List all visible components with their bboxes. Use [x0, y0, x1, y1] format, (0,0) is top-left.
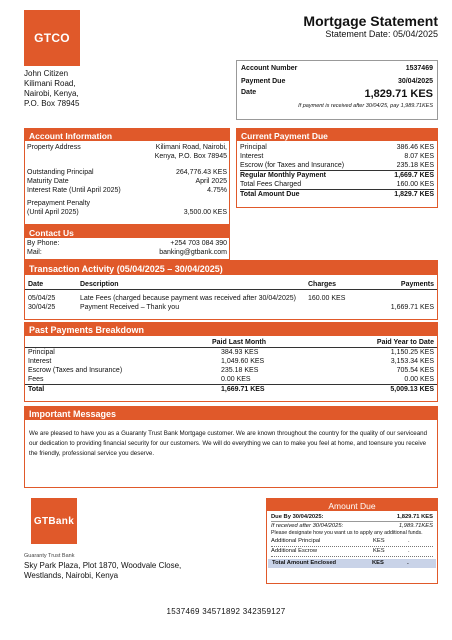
account-number: 1537469	[405, 65, 433, 72]
account-information-header: Account Information	[25, 129, 229, 141]
customer-address: John Citizen Kilimani Road, Nairobi, Kenya, P.O. Box 78945	[24, 69, 80, 108]
important-messages-header: Important Messages	[25, 407, 437, 420]
contact-us-header: Contact Us	[25, 226, 229, 238]
summary-box: Account Number 1537469 Payment Due 30/04/2025 Date 1,829.71 KES If payment is received after 30/04/25, pay 1,989.71KES	[236, 60, 438, 120]
past-payments-header: Past Payments Breakdown	[25, 323, 437, 336]
page-title: Mortgage Statement	[303, 13, 438, 29]
table-row: 30/04/25 Payment Received – Thank you 1,669.71 KES	[28, 303, 434, 311]
current-payment-due: Current Payment Due Principal 386.46 KES Interest 8.07 KES Escrow (for Taxes and Insurance) 235.18 KES Regular Monthly Payment 1,669.7 KES Total Fees Charged 160.00 KES Total Amount Due 1,829.7 KES	[236, 128, 438, 208]
amount-due: 1,829.71 KES	[364, 88, 433, 100]
logo-text: GTCO	[34, 31, 70, 45]
message-body: We are pleased to have you as a Guaranty Trust Bank Mortgage customer. We are known throughout the country for the quality of our serviceand our dedication to providing financial security for our customers. We will do everything we can to make you feel at home, and toensure you receive the friendly, professional service you deserve.	[29, 430, 428, 457]
current-payment-header: Current Payment Due	[237, 129, 437, 141]
payment-due-date: 30/04/2025	[397, 78, 433, 85]
table-row: Total 1,669.71 KES 5,009.13 KES	[28, 386, 434, 393]
phone-number[interactable]: +254 703 084 390	[170, 240, 227, 247]
table-row: Fees 0.00 KES 0.00 KES	[25, 375, 437, 385]
email-link[interactable]: banking@gtbank.com	[159, 249, 227, 256]
bank-tagline: Guaranty Trust Bank	[24, 553, 75, 559]
late-payment-note: If payment is received after 30/04/25, pay 1,989.71KES	[298, 103, 433, 109]
table-row: Escrow (Taxes and Insurance) 235.18 KES 705.54 KES	[28, 367, 434, 374]
account-information: Account Information Property Address Kilimani Road, Nairobi, Kenya, P.O. Box 78945 Outstanding Principal 264,776.43 KES Maturity Date April 2025 Interest Rate (Until April 2025) 4.75% Prepayment Penalty (Until April 2025) 3,500.00 KES	[24, 128, 230, 225]
past-payments-breakdown: Past Payments Breakdown Paid Last Month Paid Year to Date Principal 384.93 KES 1,150.25 KES Interest 1,049.60 KES 3,153.34 KES Escrow (Taxes and Insurance) 235.18 KES 705.54 KES Fees 0.00 KES 0.00 KES Total 1,669.71 KES 5,009.13 KES	[24, 322, 438, 402]
contact-us: Contact Us By Phone: +254 703 084 390 Mail: banking@gtbank.com	[24, 225, 230, 260]
table-row: 05/04/25 Late Fees (charged because payment was received after 30/04/2025) 160.00 KES	[28, 294, 346, 302]
amount-due-header: Amount Due	[267, 499, 437, 511]
logo2-text: GTBank	[33, 515, 75, 527]
bank-address: Sky Park Plaza, Plot 1870, Woodvale Close, Westlands, Nairobi, Kenya	[24, 561, 182, 580]
footer-reference-numbers: 1537469 34571892 342359127	[166, 607, 286, 616]
amount-due-coupon: Amount Due Due By 30/04/2025: 1,829.71 KES If received after 30/04/2025: 1,989.71KES Please designate how you want us to apply any additional funds. Additional Principal KES . Additional Escrow KES . Total Amount Enclosed KES .	[266, 498, 438, 584]
transaction-header: Transaction Activity (05/04/2025 – 30/04/2025)	[25, 261, 437, 275]
table-row: Principal 384.93 KES 1,150.25 KES	[28, 349, 434, 356]
statement-date: Statement Date: 05/04/2025	[325, 29, 438, 39]
transaction-activity: Transaction Activity (05/04/2025 – 30/04/2025) Date Description Charges Payments 05/04/25 Late Fees (charged because payment was received after 30/04/2025) 160.00 KES 30/04/25 Payment Received – Thank you 1,669.71 KES	[24, 260, 438, 320]
total-enclosed-row: Total Amount Enclosed KES .	[268, 559, 436, 568]
gtbank-logo	[31, 498, 77, 544]
table-row: Interest 1,049.60 KES 3,153.34 KES	[28, 358, 434, 365]
important-messages	[24, 406, 438, 488]
gtco-logo	[24, 10, 80, 66]
